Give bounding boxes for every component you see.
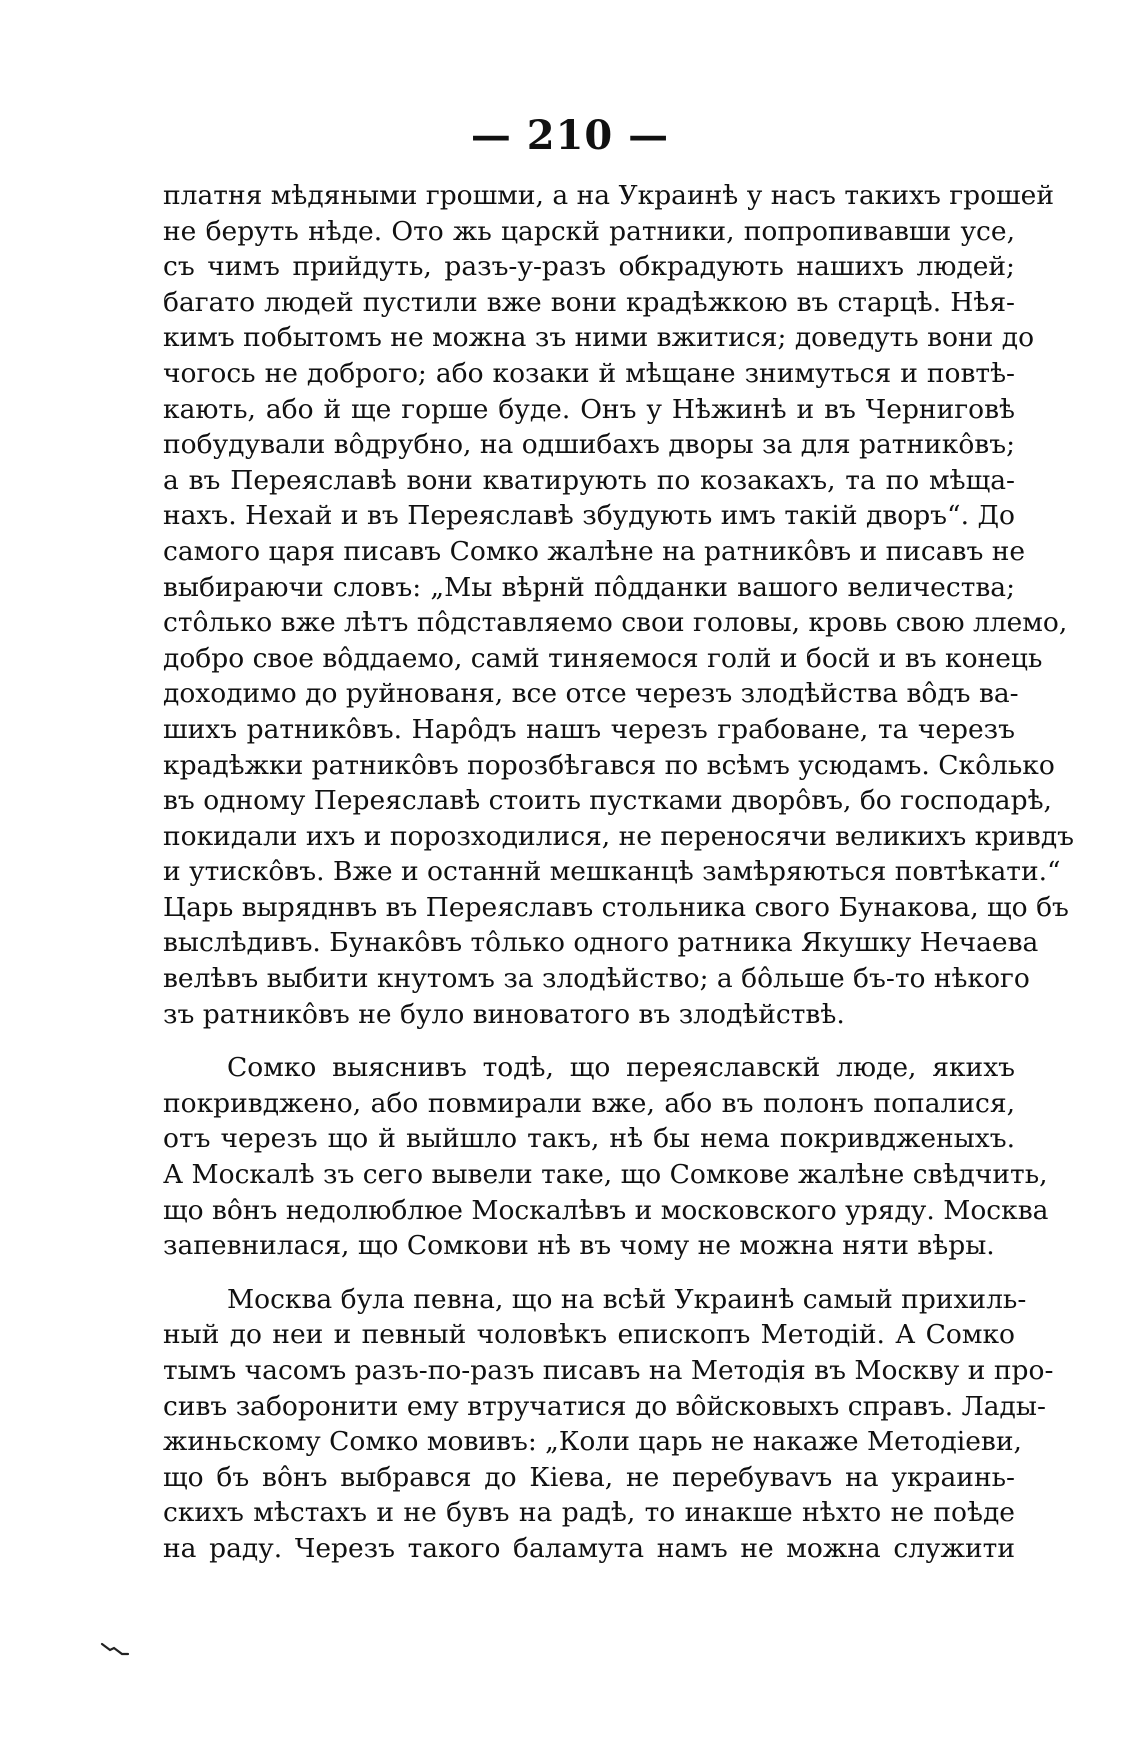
text-line: доходимо до руйнованя, все отсе черезъ злодѣйства вôдъ ва- bbox=[163, 678, 1019, 710]
paragraph-gap bbox=[163, 1032, 1015, 1050]
text-line: А Москалѣ зъ сего вывели таке, що Сомкове жалѣне свѣдчить, bbox=[163, 1159, 1048, 1191]
text-line: отъ черезъ що й выйшло такъ, нѣ бы нема покривдженыхъ. bbox=[163, 1123, 1015, 1155]
text-line: выбираючи словъ: „Мы вѣрнй пôдданки вашого величества; bbox=[163, 571, 1015, 603]
text-line: покидали ихъ и порозходилися, не переносячи великихъ кривдъ bbox=[163, 820, 1075, 852]
text-line: що бъ вôнъ выбрався до Кіева, не перебуваvъ на украинь- bbox=[163, 1461, 1015, 1493]
text-line: кимъ побытомъ не можна зъ ними вжитися; доведуть вони до bbox=[163, 322, 1035, 354]
text-line: що вôнъ недолюблюе Москалѣвъ и московского уряду. Москва bbox=[163, 1194, 1049, 1226]
text-line: не беруть нѣде. Ото жь царскй ратники, попропивавши усе, bbox=[163, 215, 1015, 247]
paragraph-1 bbox=[163, 178, 1075, 1032]
text-line: сивъ заборонити ему втручатися до вôйсковыхъ справъ. Лады- bbox=[163, 1390, 1046, 1422]
page-number: — 210 — bbox=[470, 112, 670, 159]
text-line: чогось не доброго; або козаки й мѣщане знимуться и повтѣ- bbox=[163, 357, 1015, 389]
text-line: Царь выряднвъ въ Переяславъ стольника свого Бунакова, що бъ bbox=[163, 891, 1069, 923]
text-line: съ чимъ прийдуть, разъ-у-разъ обкрадують нашихъ людей; bbox=[163, 251, 1015, 283]
text-line: выслѣдивъ. Бунакôвъ тôлько одного ратника Якушку Нечаева bbox=[163, 927, 1039, 959]
text-line: самого царя писавъ Сомко жалѣне на ратникôвъ и писавъ не bbox=[163, 535, 1026, 567]
text-line: а въ Переяславѣ вони кватирують по козакахъ, та по мѣща- bbox=[163, 464, 1015, 496]
text-line: платня мѣдяными грошми, а на Украинѣ у насъ такихъ грошей bbox=[163, 180, 1055, 211]
text-line: жиньскому Сомко мовивъ: „Коли царь не накаже Методіеви, bbox=[163, 1426, 1022, 1458]
body-text bbox=[163, 178, 1075, 1567]
text-line: скихъ мѣстахъ и не бувъ на радѣ, то инакше нѣхто не поѣде bbox=[163, 1497, 1015, 1529]
text-line: добро свое вôддаемо, самй тиняемося голй и босй и въ конець bbox=[163, 642, 1043, 674]
text-line: шихъ ратникôвъ. Нарôдъ нашъ черезъ грабоване, та черезъ bbox=[163, 713, 1015, 745]
text-line: кають, або й ще горше буде. Онъ у Нѣжинѣ и въ Черниговѣ bbox=[163, 393, 1015, 425]
text-line: въ одному Переяславѣ стоить пустками дворôвъ, бо господарѣ, bbox=[163, 785, 1052, 817]
ink-mark-icon bbox=[100, 1642, 130, 1656]
text-line: запевнилася, що Сомкови нѣ въ чому не можна няти вѣры. bbox=[163, 1230, 995, 1262]
text-line: и утискôвъ. Вже и останнй мешканцѣ замѣряються повтѣкати.“ bbox=[163, 856, 1061, 888]
text-line: ный до неи и певный чоловѣкъ епископъ Методій. А Сомко bbox=[163, 1319, 1015, 1351]
paragraph-2 bbox=[163, 1050, 1049, 1264]
text-line: стôлько вже лѣтъ пôдставляемо свои головы, кровь свою ллемо, bbox=[163, 607, 1068, 639]
paragraph-gap bbox=[163, 1264, 1015, 1282]
text-line: велѣвъ выбити кнутомъ за злодѣйство; а бôльше бъ-то нѣкого bbox=[163, 963, 1030, 995]
text-line: побудували вôдрубно, на одшибахъ дворы за для ратникôвъ; bbox=[163, 429, 1015, 461]
text-line: зъ ратникôвъ не було виноватого въ злодѣйствѣ. bbox=[163, 998, 845, 1030]
text-line: Москва була певна, що на всѣй Украинѣ самый прихиль- bbox=[227, 1283, 1027, 1315]
text-line: крадѣжки ратникôвъ порозбѣгався по всѣмъ усюдамъ. Скôлько bbox=[163, 749, 1055, 781]
paragraph-3 bbox=[163, 1282, 1054, 1567]
text-line: покривджено, або повмирали вже, або въ полонъ попалися, bbox=[163, 1087, 1015, 1119]
text-line: на раду. Черезъ такого баламута намъ не можна служити bbox=[163, 1532, 1015, 1564]
text-line: багато людей пустили вже вони крадѣжкою въ старцѣ. Нѣя- bbox=[163, 286, 1015, 318]
text-line: Сомко выяснивъ тодѣ, що переяславскй люде, якихъ bbox=[227, 1052, 1015, 1084]
text-line: нахъ. Нехай и въ Переяславѣ збудують имъ такій дворъ“. До bbox=[163, 500, 1015, 532]
text-line: тымъ часомъ разъ-по-разъ писавъ на Методія въ Москву и про- bbox=[163, 1355, 1054, 1386]
